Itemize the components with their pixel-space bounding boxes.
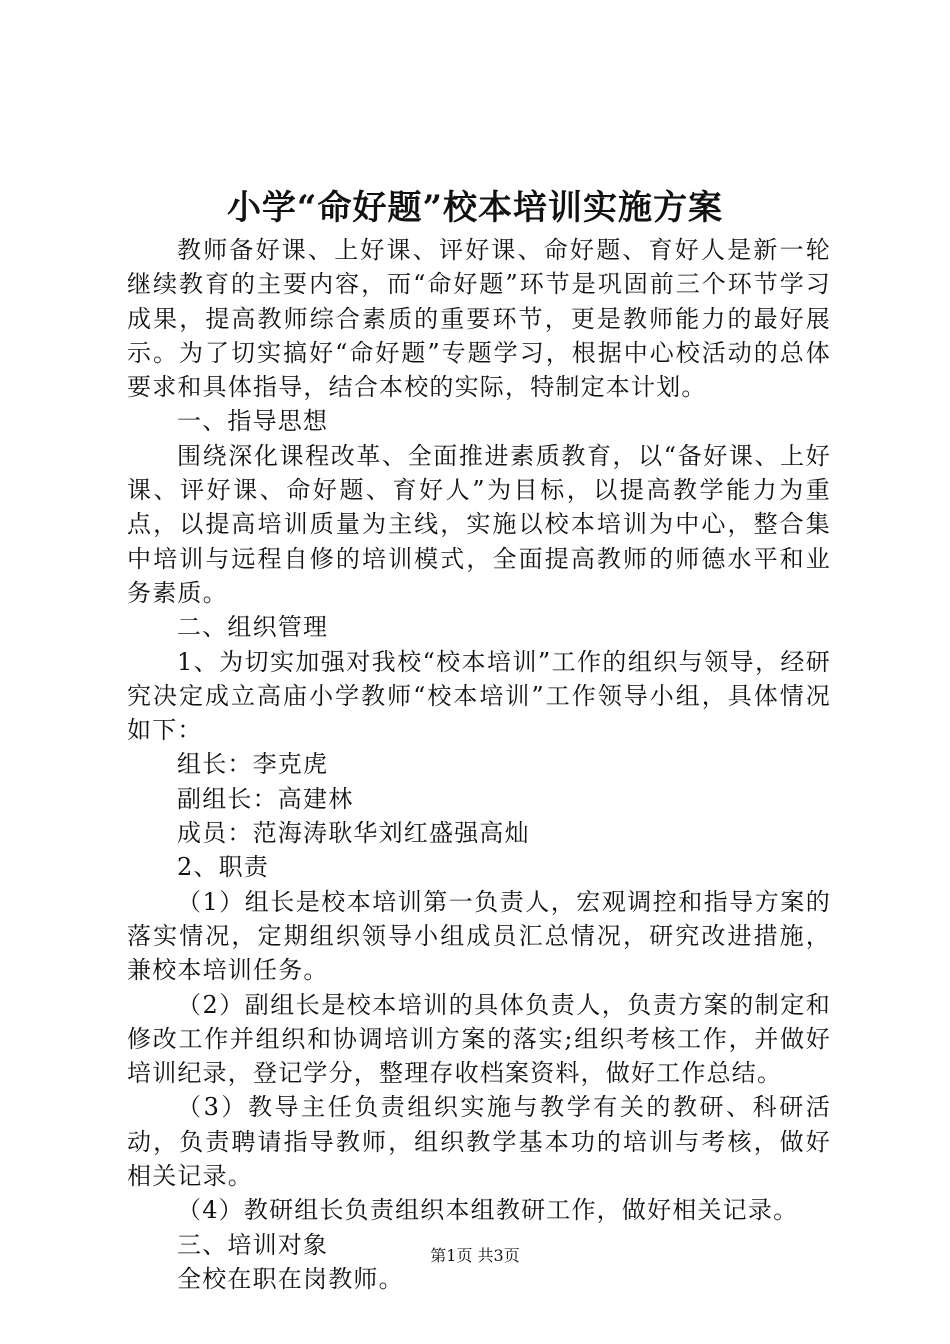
duty-item-3: （3）教导主任负责组织实施与教学有关的教研、科研活动，负责聘请指导教师，组织教学基本功的培训与考核，做好相关记录。 <box>127 1093 831 1191</box>
members-line: 成员：范海涛耿华刘红盛强高灿 <box>177 819 530 848</box>
training-target-paragraph: 全校在职在岗教师。 <box>177 1264 404 1293</box>
section-heading-organization: 二、组织管理 <box>177 613 329 642</box>
duty-item-2: （2）副组长是校本培训的具体负责人，负责方案的制定和修改工作并组织和协调培训方案的落实;组织考核工作，并做好培训纪录，登记学分，整理存收档案资料，做好工作总结。 <box>127 990 831 1088</box>
section-heading-guiding-thought: 一、指导思想 <box>177 407 329 436</box>
organization-paragraph: 1、为切实加强对我校“校本培训”工作的组织与领导，经研究决定成立高庙小学教师“校本培训”工作领导小组，具体情况如下： <box>127 647 831 745</box>
section-heading-training-target: 三、培训对象 <box>177 1230 329 1259</box>
guiding-thought-paragraph: 围绕深化课程改革、全面推进素质教育，以“备好课、上好课、评好课、命好题、育好人”为目标，以提高教学能力为重点，以提高培训质量为主线，实施以校本培训为中心，整合集中培训与远程自修的培训模式，全面提高教师的师德水平和业务素质。 <box>127 441 831 607</box>
leader-line: 组长：李克虎 <box>177 750 329 779</box>
intro-paragraph: 教师备好课、上好课、评好课、命好题、育好人是新一轮继续教育的主要内容，而“命好题”环节是巩固前三个环节学习成果，提高教师综合素质的重要环节，更是教师能力的最好展示。为了切实搞好“命好题”专题学习，根据中心校活动的总体要求和具体指导，结合本校的实际，特制定本计划。 <box>127 236 831 402</box>
document-body <box>127 233 831 1296</box>
duty-item-4: （4）教研组长负责组织本组教研工作，做好相关记录。 <box>177 1196 799 1225</box>
duty-item-1: （1）组长是校本培训第一负责人，宏观调控和指导方案的落实情况，定期组织领导小组成员汇总情况，研究改进措施，兼校本培训任务。 <box>127 887 831 985</box>
page-footer: 第1页 共3页 <box>430 1246 520 1265</box>
duties-heading: 2、职责 <box>177 853 270 882</box>
document-title: 小学“命好题”校本培训实施方案 <box>226 188 724 228</box>
deputy-leader-line: 副组长：高建林 <box>177 784 354 813</box>
